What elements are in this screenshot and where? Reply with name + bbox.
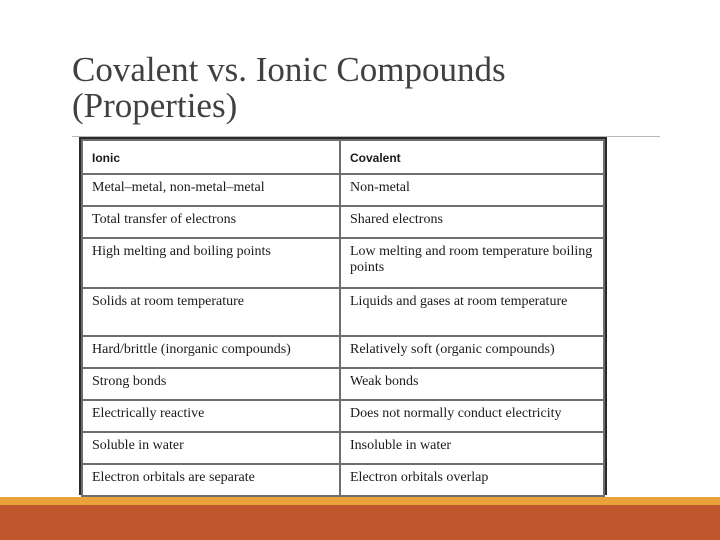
slide-title-line-1: Covalent vs. Ionic Compounds [72, 50, 506, 89]
table-row [82, 368, 604, 400]
table-row [82, 432, 604, 464]
covalent-cell: Non-metal [340, 174, 604, 206]
table-row [82, 336, 604, 368]
covalent-cell: Weak bonds [340, 368, 604, 400]
footer-accent-stripe [0, 497, 720, 505]
header-ionic: Ionic [82, 140, 340, 174]
slide-title [72, 52, 672, 124]
footer-band [0, 505, 720, 540]
table-row [82, 238, 604, 288]
covalent-cell: Electron orbitals overlap [340, 464, 604, 496]
comparison-table [81, 139, 605, 497]
ionic-cell: Electrically reactive [82, 400, 340, 432]
covalent-cell: Does not normally conduct electricity [340, 400, 604, 432]
covalent-cell: Relatively soft (organic compounds) [340, 336, 604, 368]
covalent-cell: Insoluble in water [340, 432, 604, 464]
table-row [82, 288, 604, 336]
covalent-cell: Low melting and room temperature boiling points [340, 238, 604, 288]
covalent-cell: Liquids and gases at room temperature [340, 288, 604, 336]
table-row [82, 206, 604, 238]
covalent-cell: Shared electrons [340, 206, 604, 238]
ionic-cell: Metal–metal, non-metal–metal [82, 174, 340, 206]
ionic-cell: Soluble in water [82, 432, 340, 464]
header-covalent: Covalent [340, 140, 604, 174]
table-header-row [82, 140, 604, 174]
ionic-cell: Strong bonds [82, 368, 340, 400]
ionic-cell: Hard/brittle (inorganic compounds) [82, 336, 340, 368]
ionic-cell: Total transfer of electrons [82, 206, 340, 238]
table-row [82, 464, 604, 496]
slide-title-line-2: (Properties) [72, 86, 238, 125]
footer-bar [0, 497, 720, 540]
comparison-table-frame [79, 137, 607, 495]
ionic-cell: Solids at room temperature [82, 288, 340, 336]
table-row [82, 400, 604, 432]
ionic-cell: Electron orbitals are separate [82, 464, 340, 496]
table-row [82, 174, 604, 206]
ionic-cell: High melting and boiling points [82, 238, 340, 288]
